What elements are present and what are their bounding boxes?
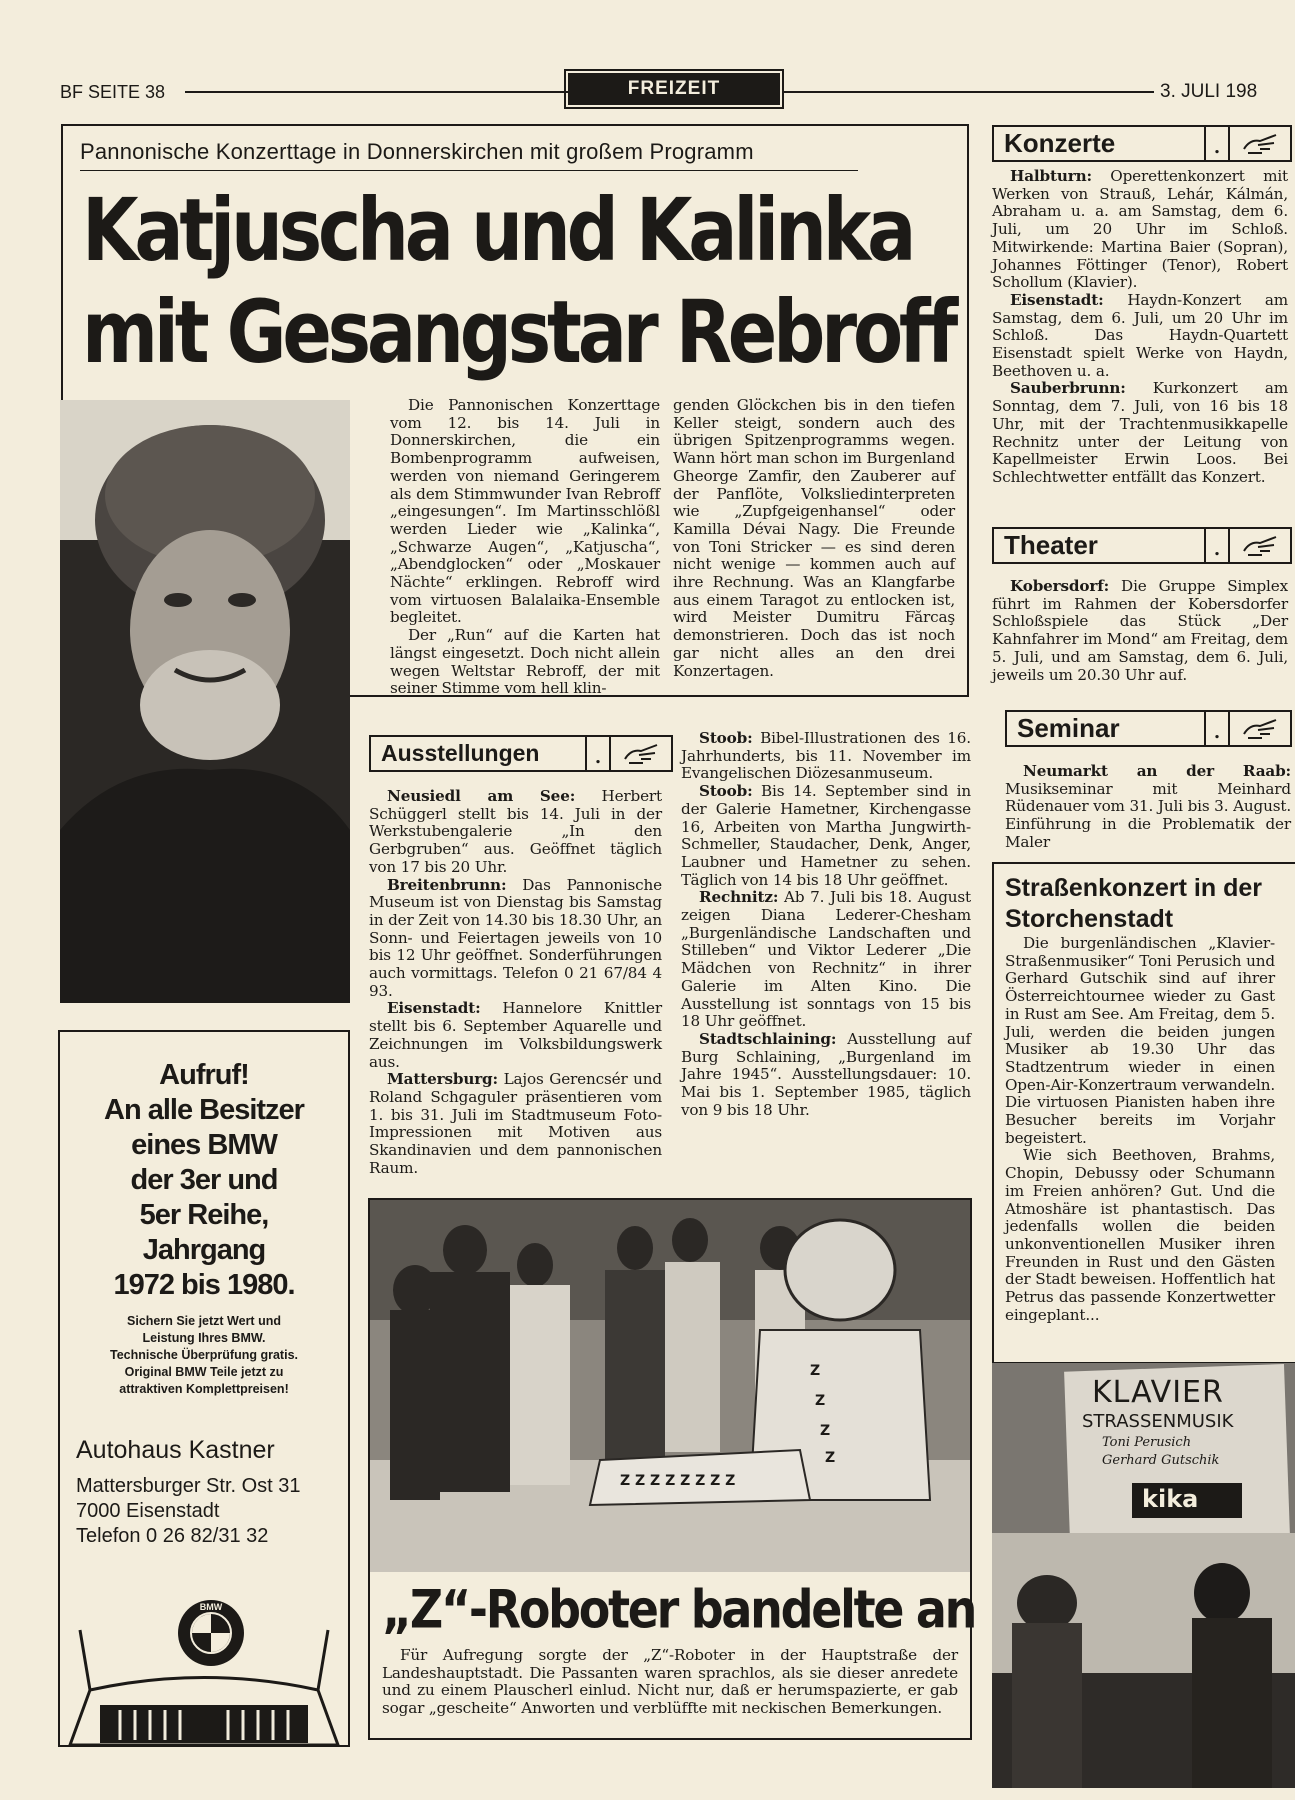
ad-address-line: Mattersburger Str. Ost 31 <box>76 1475 301 1497</box>
konzerte-title: Konzerte <box>1004 128 1116 158</box>
seminar-item: Neumarkt an der Raab: Musikseminar mit Meinhard Rüdenauer vom 31. Juli bis 3. August. Einführung in die Problematik der Maler <box>1005 762 1291 851</box>
robot-caption-text: Für Aufregung sorgte der „Z“-Roboter in der Hauptstraße der Landeshauptstadt. Die Passanten waren sprachlos, als sie dieser anredete und zu einem Plauscherl einlud. Nicht nur, daß er herumspazierte, er gab sogar „gescheite“ Anworten und verblüffte mit neckischen Bemerkungen. <box>382 1646 958 1718</box>
header-rule-left <box>185 91 568 93</box>
ad-address-line: 7000 Eisenstadt <box>76 1500 220 1522</box>
ad-address <box>76 1474 301 1549</box>
pointing-hand-icon <box>1228 127 1290 160</box>
bmw-logo-icon <box>178 1600 244 1666</box>
sign-line-klavier: KLAVIER <box>1092 1375 1224 1410</box>
klavier-strassenmusik-photo <box>992 1363 1295 1788</box>
ad-headline <box>58 1058 350 1303</box>
ausstellungen-dot: . <box>585 737 609 770</box>
ausstellung-item: Stadtschlaining: Ausstellung auf Burg Schlaining, „Burgenland im Jahre 1945“. Ausstellungsdauer: 10. Mai bis 1. September 1985, täglich von 9 bis 18 Uhr. <box>681 1029 971 1119</box>
robot-caption <box>382 1647 958 1718</box>
ausstellungen-column-2 <box>681 730 971 1119</box>
svg-text:Z: Z <box>815 1393 826 1409</box>
ausstellung-item: Neusiedl am See: Herbert Schüggerl stellt bis 14. Juli in der Werkstubengalerie „In den Gerbgruben“ aus. Geöffnet täglich von 17 bis 20 Uhr. <box>369 787 662 876</box>
section-label-text: FREIZEIT <box>627 78 721 99</box>
ad-small-line: Technische Überprüfung gratis. <box>110 1348 298 1362</box>
svg-text:Z: Z <box>810 1363 821 1379</box>
ad-headline-line: der 3er und <box>130 1164 278 1196</box>
rebroff-portrait-graphic <box>60 400 350 1003</box>
robot-street-photo <box>370 1200 970 1572</box>
pointing-hand-icon <box>609 737 671 770</box>
ad-small-line: attraktiven Komplettpreisen! <box>119 1382 289 1396</box>
theater-tag <box>992 527 1292 564</box>
lead-headline-line2: mit Gesangstar Rebroff <box>82 283 955 384</box>
header-rule-right <box>782 91 1154 93</box>
konzerte-item: Eisenstadt: Haydn-Konzert am Samstag, dem 6. Juli, um 20 Uhr im Schloß. Das Haydn-Quartett Eisenstadt spielt Werke von Haydn, Beethoven u. a. <box>992 290 1288 380</box>
konzerte-tag <box>992 125 1292 162</box>
sign-line-gerhard: Gerhard Gutschik <box>1102 1453 1220 1468</box>
lead-col2-para: genden Glöckchen bis in den tiefen Keller steigt, sondern auch des übrigen Spitzenprogramms wegen. Wann hört man schon im Burgenland Gheorge Zamfir, den Zauberer auf der Panflöte, Volksliedinterpreten wie „Zupfgeigenhansel“ oder Kamilla Dévai Nagy. Die Freunde von Toni Stricker — es sind deren nicht wenige — kommen auch auf ihre Rechnung. Was an Klangfarbe aus einem Taragot zu entlocken ist, wird Meister Dumitru Fărcaş demonstrieren. Doch das ist noch gar nicht alles an den drei Konzertagen. <box>673 396 955 680</box>
ad-small-line: Sichern Sie jetzt Wert und <box>127 1314 281 1328</box>
konzerte-dot: . <box>1204 127 1228 160</box>
ausstellungen-column-1 <box>369 788 662 1177</box>
rebroff-portrait-photo <box>60 400 350 1003</box>
theater-item: Kobersdorf: Die Gruppe Simplex führt im Rahmen der Kobersdorfer Schloßspiele das Stück „Der Kahnfahrer im Mond“ am Freitag, dem 5. Juli, und am Samstag, dem 6. Juli, jeweils um 20.30 Uhr auf. <box>992 577 1288 684</box>
seminar-title: Seminar <box>1017 713 1120 743</box>
ad-address-line: Telefon 0 26 82/31 32 <box>76 1525 269 1547</box>
ausstellungen-tag <box>369 735 673 772</box>
robot-headline: „Z“-Roboter bandelte an <box>382 1578 976 1641</box>
ausstellung-item: Rechnitz: Ab 7. Juli bis 18. August zeigen Diana Lederer-Chesham „Burgenländische Landschaften und Stilleben“ und Viktor Lederer „Die Mädchen von Rechnitz“ in ihrer Galerie im Alten Kino. Die Ausstellung ist sonntags von 15 bis 18 Uhr geöffnet. <box>681 888 971 1031</box>
kicker-underline <box>80 170 858 171</box>
lead-kicker: Pannonische Konzerttage in Donnerskirchen mit großem Programm <box>80 139 754 164</box>
lead-column-2 <box>673 397 955 680</box>
ad-small-line: Original BMW Teile jetzt zu <box>124 1365 284 1379</box>
strassenkonzert-para2: Wie sich Beethoven, Brahms, Chopin, Debussy oder Schumann im Freien anhören? Gut. Und die Atmoshäre ist phantastisch. Das jedenfalls wollen die beiden unkonventionellen Musiker ihren Freunden in Rust und den Gästen der Stadt beweisen. Hoffentlich hat Petrus das passende Konzertwetter eingeplant... <box>1005 1146 1275 1324</box>
seminar-list <box>1005 763 1291 852</box>
page-folio: BF SEITE 38 <box>60 82 166 102</box>
sign-line-kika: kika <box>1142 1485 1199 1513</box>
bmw-logo-text: BMW <box>199 1602 223 1612</box>
sign-line-strassenmusik: STRASSENMUSIK <box>1082 1411 1234 1432</box>
section-label <box>568 73 780 105</box>
seminar-tag <box>1005 710 1292 747</box>
ad-small-text <box>58 1313 350 1398</box>
lead-headline-line1: Katjuscha und Kalinka <box>82 181 913 282</box>
ad-small-line: Leistung Ihres BMW. <box>142 1331 266 1345</box>
page-date: 3. JULI 198 <box>1160 81 1258 102</box>
svg-text:Z: Z <box>825 1450 836 1466</box>
ausstellung-item: Breitenbrunn: Das Pannonische Museum ist von Dienstag bis Samstag in der Zeit von 14.30 bis 18.30 Uhr, an Sonn- und Feiertagen jeweils von 10 bis 12 Uhr geöffnet. Sonderführungen auch vormittags. Telefon 0 21 67/84 4 93. <box>369 875 662 1000</box>
ad-headline-line: Aufruf! <box>159 1059 249 1091</box>
ad-company-name: Autohaus Kastner <box>76 1436 275 1464</box>
strassenkonzert-headline: Straßenkonzert in der Storchenstadt <box>1005 874 1262 933</box>
svg-text:Z: Z <box>820 1423 831 1439</box>
theater-title: Theater <box>1004 530 1098 560</box>
konzerte-list <box>992 168 1288 487</box>
ausstellung-item: Stoob: Bibel-Illustrationen des 16. Jahrhunderts, bis 11. November im Evangelischen Diözesanmuseum. <box>681 729 971 783</box>
ad-headline-line: 1972 bis 1980. <box>113 1269 295 1301</box>
konzerte-item: Halbturn: Operettenkonzert mit Werken von Strauß, Lehár, Kálmán, Abraham u. a. am Samstag, dem 6. Juli, um 20 Uhr im Schloß. Mitwirkende: Martina Baier (Sopran), Johannes Föttinger (Tenor), Robert Schollum (Klavier). <box>992 167 1288 292</box>
ad-headline-line: 5er Reihe, <box>139 1199 269 1231</box>
theater-dot: . <box>1204 529 1228 562</box>
ausstellung-item: Stoob: Bis 14. September sind in der Galerie Hametner, Kirchengasse 16, Arbeiten von Martha Jungwirth-Schmeller, Staudacher, Denk, Anger, Laubner und Hametner zu sehen. Täglich von 14 bis 18 Uhr geöffnet. <box>681 782 971 889</box>
pointing-hand-icon <box>1228 712 1290 745</box>
sign-line-toni: Toni Perusich <box>1102 1435 1192 1450</box>
pointing-hand-icon <box>1228 529 1290 562</box>
lead-col1-para2: Der „Run“ auf die Karten hat längst eingesetzt. Doch nicht allein wegen Weltstar Rebroff, der mit seiner Stimme vom hell klin- <box>390 626 660 698</box>
lead-col1-para1: Die Pannonischen Konzerttage vom 12. bis 14. Juli in Donnerskirchen, die ein Bombenprogramm aufweisen, werden von niemand Geringerem als dem Stimmwunder Ivan Rebroff „eingesungen“. Im Martinsschlößl werden Lieder wie „Kalinka“, „Schwarze Augen“, „Katjuscha“, „Abendglocken“ oder „Moskauer Nächte“ erklingen. Rebroff wird vom virtuosen Balalaika-Ensemble begleitet. <box>390 396 660 627</box>
ausstellung-item: Eisenstadt: Hannelore Knittler stellt bis 6. September Aquarelle und Zeichnungen im Volksbildungswerk aus. <box>369 999 662 1071</box>
lead-column-1 <box>390 397 660 698</box>
seminar-dot: . <box>1204 712 1228 745</box>
theater-list <box>992 578 1288 684</box>
ausstellungen-title: Ausstellungen <box>381 740 540 766</box>
strassenkonzert-text <box>1005 935 1275 1324</box>
ausstellung-item: Mattersburg: Lajos Gerencsér und Roland Schgaguler präsentieren vom 1. bis 31. Juli im Stadtmuseum Foto-Impressionen mit Motiven aus Skandinavien und dem pannonischen Raum. <box>369 1070 662 1177</box>
strassenkonzert-para1: Die burgenländischen „Klavier-Straßenmusiker“ Toni Perusich und Gerhard Gutschik sind auf ihrer Österreichtournee wieder zu Gast in Rust am See. Am Freitag, dem 5. Juli, werden die beiden jungen Musiker ab 19.30 Uhr das Stadtzentrum wieder in einen Open-Air-Konzertraum verwandeln. Die virtuosen Pianisten haben ihre Besucher bereits im Vorjahr begeistert. <box>1005 934 1275 1147</box>
ad-headline-line: eines BMW <box>131 1129 277 1161</box>
ad-headline-line: Jahrgang <box>142 1234 266 1266</box>
svg-text:Z Z Z Z Z Z Z Z: Z Z Z Z Z Z Z Z <box>620 1473 736 1489</box>
ad-headline-line: An alle Besitzer <box>104 1094 304 1126</box>
konzerte-item: Sauberbrunn: Kurkonzert am Sonntag, dem 7. Juli, von 16 bis 18 Uhr, mit der Trachtenmusikkapelle Rechnitz unter der Leitung von Kapellmeister Erwin Loos. Bei Schlechtwetter entfällt das Konzert. <box>992 379 1288 486</box>
